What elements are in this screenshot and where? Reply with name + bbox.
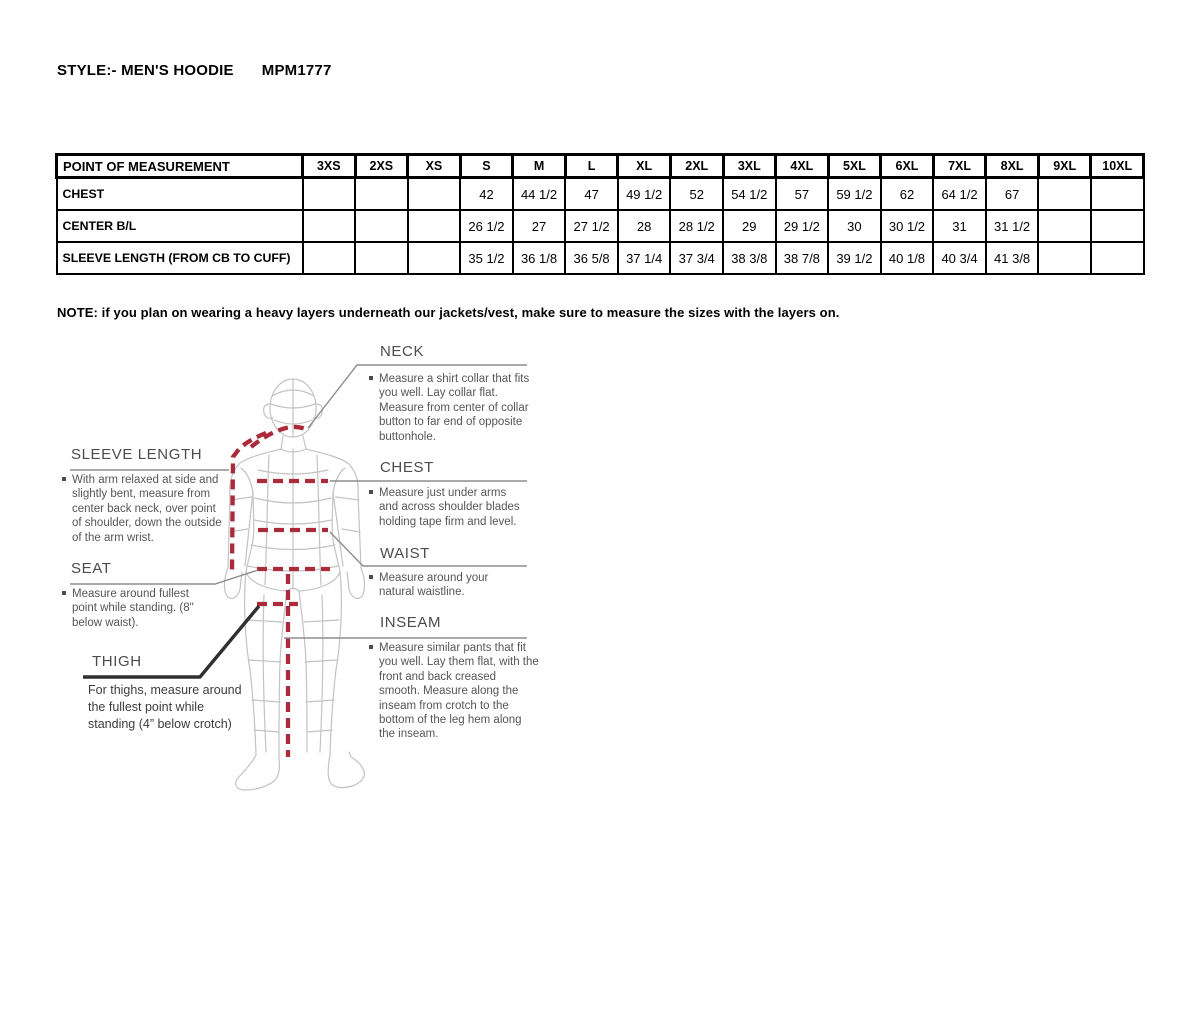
value-cell: 39 1/2 — [828, 242, 881, 274]
header-size-5xl: 5XL — [828, 155, 881, 178]
sleeve-length-label: SLEEVE LENGTH — [71, 446, 203, 463]
neck-label: NECK — [380, 343, 425, 360]
value-cell: 27 — [513, 210, 566, 242]
figure-head — [270, 379, 316, 437]
style-label: STYLE:- MEN'S HOODIE — [57, 62, 234, 79]
inseam-label: INSEAM — [380, 614, 442, 631]
value-cell: 64 1/2 — [933, 178, 986, 211]
value-cell — [408, 178, 461, 211]
value-cell: 36 5/8 — [565, 242, 618, 274]
table-row — [57, 242, 1144, 274]
figure-right-hand — [347, 568, 365, 598]
value-cell: 37 1/4 — [618, 242, 671, 274]
bullet-icon — [369, 575, 373, 579]
header-size-10xl: 10XL — [1091, 155, 1144, 178]
header-size-xs: XS — [408, 155, 461, 178]
table-row — [57, 210, 1144, 242]
header-size-3xs: 3XS — [303, 155, 356, 178]
value-cell: 36 1/8 — [513, 242, 566, 274]
neck-description — [369, 372, 539, 444]
value-cell — [355, 210, 408, 242]
value-cell: 31 — [933, 210, 986, 242]
figure-ears — [264, 404, 323, 418]
header-size-3xl: 3XL — [723, 155, 776, 178]
value-cell — [1038, 178, 1091, 211]
neck-description-text: Measure a shirt collar that fits you well. Lay collar flat. Measure from center of collar button to far end of opposite buttonhole. — [379, 373, 530, 443]
thigh-description: For thighs, measure around the fullest point while standing (4” below crotch) — [88, 683, 242, 731]
row-label: CENTER B/L — [57, 210, 303, 242]
note-text: NOTE: if you plan on wearing a heavy layers underneath our jackets/vest, make sure to measure the sizes with the layers on. — [57, 305, 840, 320]
value-cell: 47 — [565, 178, 618, 211]
header-size-7xl: 7XL — [933, 155, 986, 178]
value-cell: 30 — [828, 210, 881, 242]
header-size-2xs: 2XS — [355, 155, 408, 178]
value-cell: 28 — [618, 210, 671, 242]
value-cell: 67 — [986, 178, 1039, 211]
header-size-xl: XL — [618, 155, 671, 178]
figure-left-foot — [236, 752, 280, 790]
waist-description — [369, 571, 509, 600]
value-cell: 54 1/2 — [723, 178, 776, 211]
value-cell — [355, 178, 408, 211]
waist-label: WAIST — [380, 545, 430, 562]
chest-description — [369, 486, 527, 529]
bullet-icon — [62, 591, 66, 595]
value-cell: 26 1/2 — [460, 210, 513, 242]
seat-description — [62, 587, 204, 630]
value-cell: 59 1/2 — [828, 178, 881, 211]
value-cell: 41 3/8 — [986, 242, 1039, 274]
figure-torso-mesh — [248, 449, 338, 588]
figure-torso-sides — [246, 492, 340, 572]
sleeve-length-description-text: With arm relaxed at side and slightly bent, measure from center back neck, over point of shoulder, down the outside of the arm wrist. — [72, 474, 222, 544]
neck-dash-line — [251, 427, 308, 447]
value-cell — [303, 242, 356, 274]
value-cell: 27 1/2 — [565, 210, 618, 242]
header-size-8xl: 8XL — [986, 155, 1039, 178]
value-cell: 38 7/8 — [776, 242, 829, 274]
seat-label: SEAT — [71, 560, 112, 577]
value-cell: 29 1/2 — [776, 210, 829, 242]
bullet-icon — [369, 376, 373, 380]
value-cell: 38 3/8 — [723, 242, 776, 274]
value-cell — [408, 210, 461, 242]
figure-hips — [246, 572, 340, 591]
table-row — [57, 178, 1144, 211]
figure-mesh — [272, 390, 314, 396]
header-point-of-measurement: POINT OF MEASUREMENT — [57, 155, 303, 178]
value-cell: 49 1/2 — [618, 178, 671, 211]
value-cell: 28 1/2 — [670, 210, 723, 242]
figure-right-leg — [299, 572, 341, 755]
value-cell: 42 — [460, 178, 513, 211]
row-label: CHEST — [57, 178, 303, 211]
value-cell: 30 1/2 — [881, 210, 934, 242]
chest-label: CHEST — [380, 459, 434, 476]
value-cell — [355, 242, 408, 274]
header-size-2xl: 2XL — [670, 155, 723, 178]
value-cell: 40 1/8 — [881, 242, 934, 274]
size-table-header-row — [57, 155, 1144, 178]
value-cell: 52 — [670, 178, 723, 211]
header-size-m: M — [513, 155, 566, 178]
value-cell — [303, 210, 356, 242]
inseam-description — [369, 641, 539, 742]
value-cell: 57 — [776, 178, 829, 211]
bullet-icon — [369, 645, 373, 649]
bullet-icon — [62, 477, 66, 481]
value-cell: 44 1/2 — [513, 178, 566, 211]
value-cell: 62 — [881, 178, 934, 211]
size-table — [55, 153, 1145, 275]
chest-description-text: Measure just under arms and across shoulder blades holding tape firm and level. — [379, 487, 520, 528]
header-size-l: L — [565, 155, 618, 178]
waist-description-text: Measure around your natural waistline. — [379, 572, 489, 599]
sleeve-length-description — [62, 473, 226, 545]
value-cell: 29 — [723, 210, 776, 242]
value-cell — [1038, 242, 1091, 274]
figure-right-foot — [328, 752, 364, 788]
header-size-9xl: 9XL — [1038, 155, 1091, 178]
value-cell — [1091, 178, 1144, 211]
value-cell: 40 3/4 — [933, 242, 986, 274]
page-title — [57, 62, 332, 79]
value-cell — [1038, 210, 1091, 242]
value-cell — [303, 178, 356, 211]
figure-arm-mesh — [229, 497, 360, 532]
figure-mesh — [271, 379, 315, 437]
value-cell — [1091, 242, 1144, 274]
value-cell: 37 3/4 — [670, 242, 723, 274]
figure-right-arm — [333, 464, 361, 568]
header-size-4xl: 4XL — [776, 155, 829, 178]
seat-description-text: Measure around fullest point while standing. (8" below waist). — [72, 588, 194, 629]
style-code: MPM1777 — [261, 62, 332, 79]
row-label: SLEEVE LENGTH (FROM CB TO CUFF) — [57, 242, 303, 274]
value-cell — [408, 242, 461, 274]
value-cell: 31 1/2 — [986, 210, 1039, 242]
inseam-description-text: Measure similar pants that fit you well. Lay them flat, with the front and back creased smooth. Measure along the inseam from crotch to the bottom of the leg hem along the inseam. — [379, 642, 539, 741]
figure-leg-mesh — [247, 595, 339, 752]
figure-shoulders — [239, 449, 349, 464]
header-size-6xl: 6XL — [881, 155, 934, 178]
thigh-label: THIGH — [92, 653, 142, 670]
sleeve-dash-line — [232, 433, 266, 570]
bullet-icon — [369, 490, 373, 494]
figure-left-hand — [224, 568, 242, 598]
figure-left-arm — [228, 464, 253, 568]
value-cell: 35 1/2 — [460, 242, 513, 274]
header-size-s: S — [460, 155, 513, 178]
value-cell — [1091, 210, 1144, 242]
figure-neck — [281, 436, 306, 452]
